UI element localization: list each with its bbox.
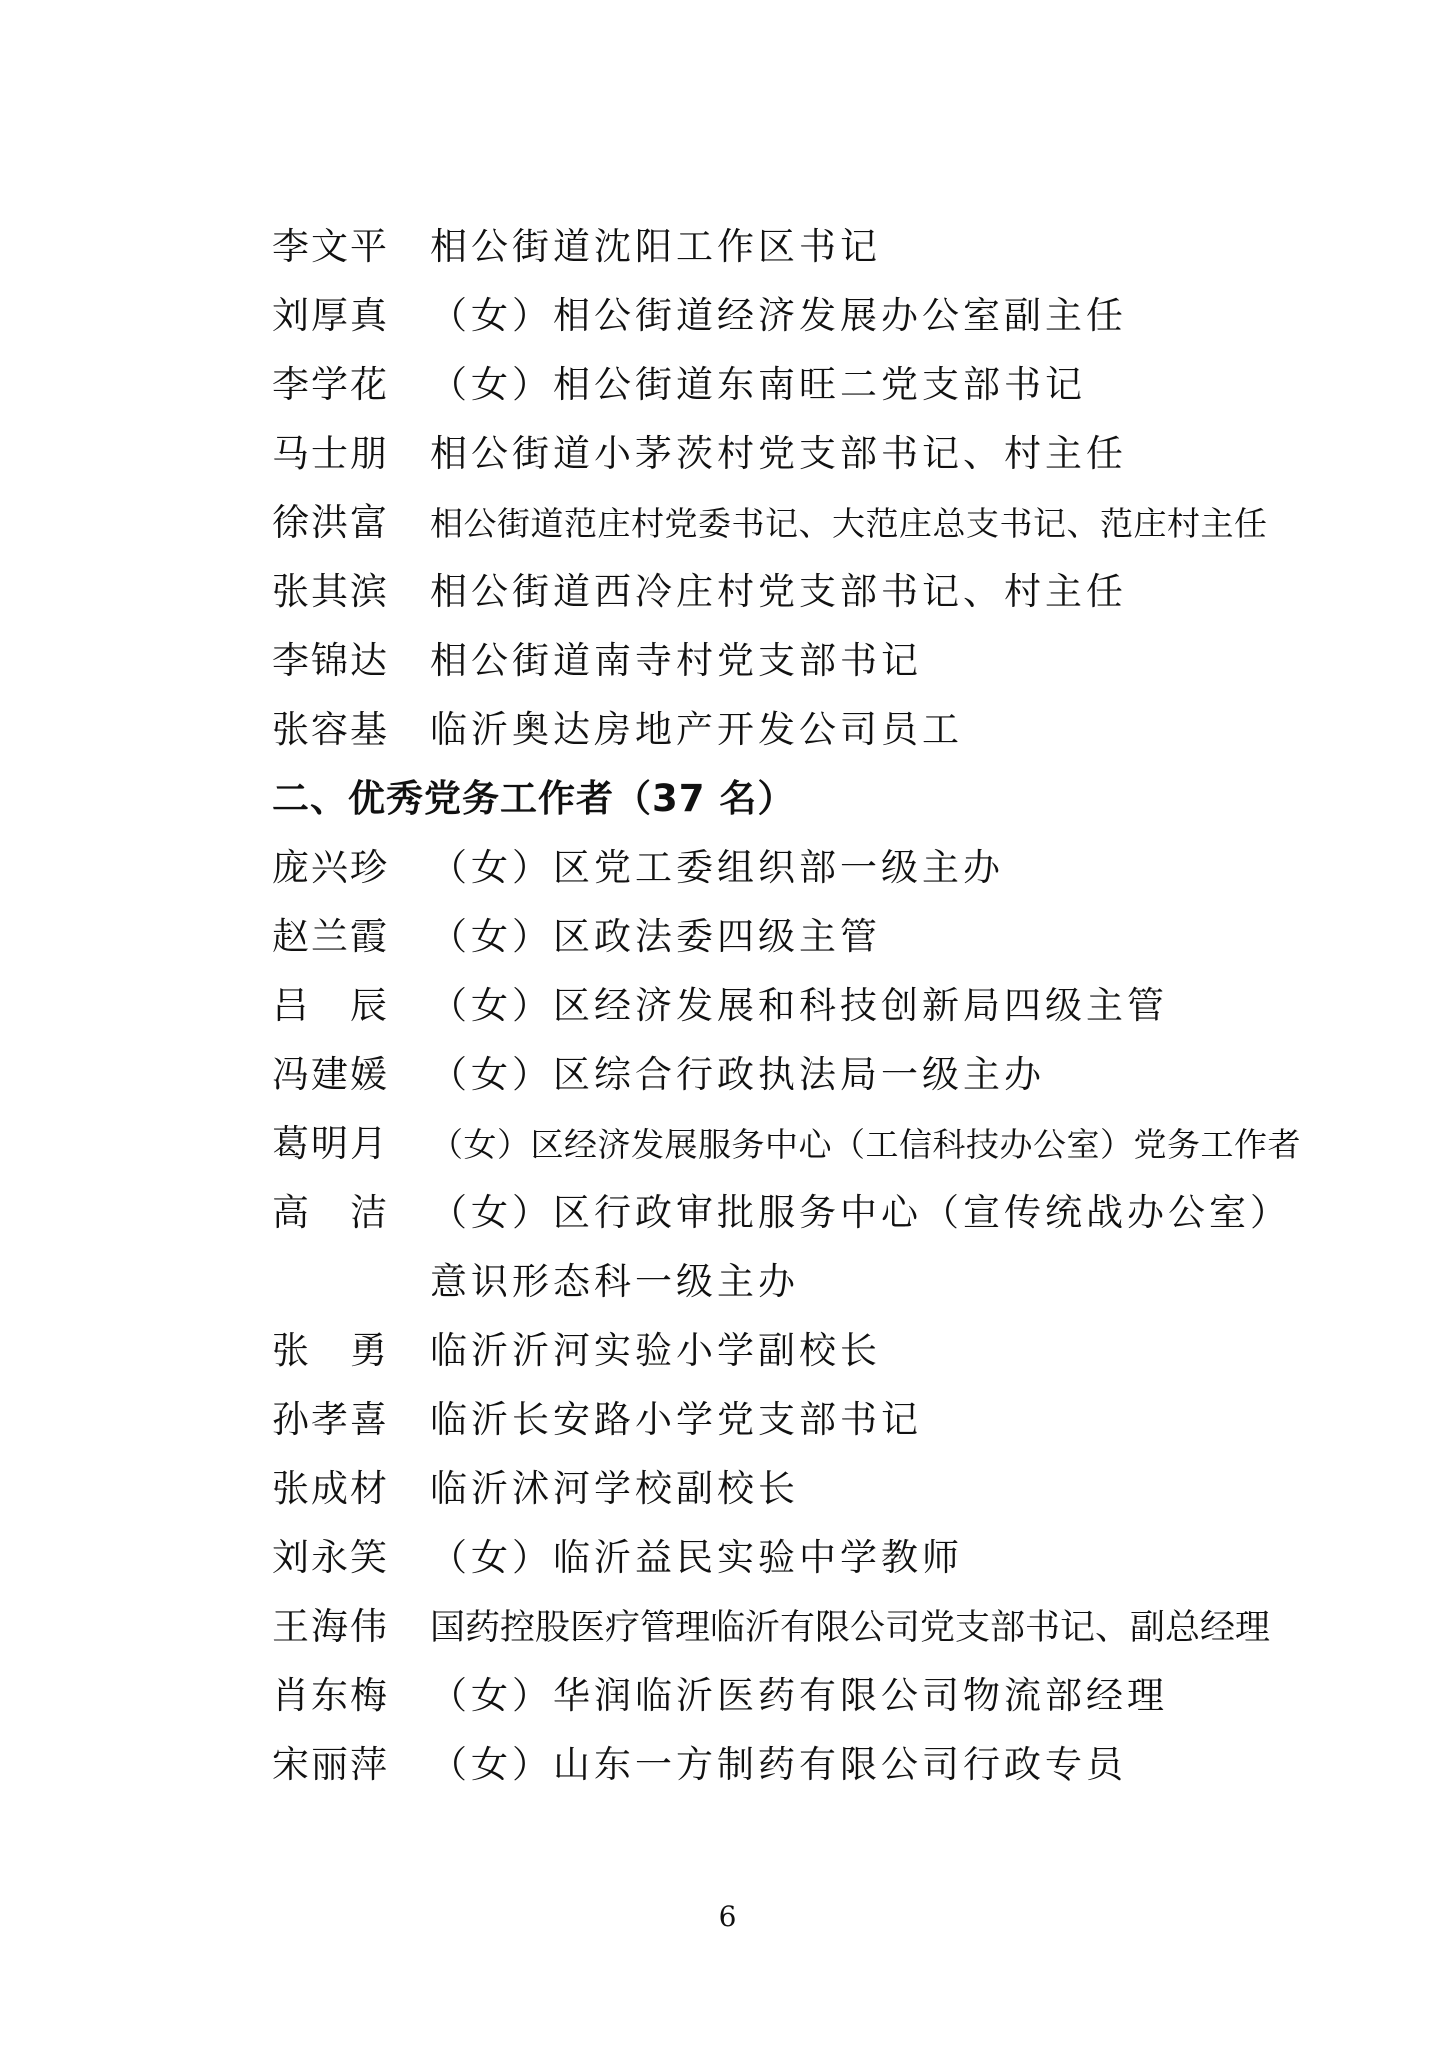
person-name: 张成材 bbox=[272, 1467, 389, 1510]
list-item bbox=[272, 216, 1392, 285]
list-item bbox=[272, 561, 1392, 630]
person-name: 马士朋 bbox=[272, 432, 389, 475]
list-item bbox=[272, 837, 1392, 906]
person-title: （女）华润临沂医药有限公司物流部经理 bbox=[430, 1674, 1168, 1717]
person-name: 刘永笑 bbox=[272, 1536, 389, 1579]
list-item bbox=[272, 354, 1392, 423]
person-title: （女）山东一方制药有限公司行政专员 bbox=[430, 1743, 1127, 1786]
list-item bbox=[272, 1596, 1392, 1665]
person-title: 相公街道西冷庄村党支部书记、村主任 bbox=[430, 570, 1127, 613]
list-item bbox=[272, 492, 1392, 561]
page-number: 6 bbox=[718, 1900, 737, 1933]
person-name: 张容基 bbox=[272, 708, 389, 751]
list-item bbox=[272, 1389, 1392, 1458]
person-name: 李学花 bbox=[272, 363, 389, 406]
person-name: 赵兰霞 bbox=[272, 915, 389, 958]
person-title: （女）区行政审批服务中心（宣传统战办公室） bbox=[430, 1191, 1291, 1234]
person-title: 临沂沭河学校副校长 bbox=[430, 1467, 799, 1510]
person-name: 葛明月 bbox=[272, 1122, 389, 1165]
person-name: 宋丽萍 bbox=[272, 1743, 389, 1786]
list-item bbox=[272, 1182, 1392, 1251]
person-title: 国药控股医疗管理临沂有限公司党支部书记、副总经理 bbox=[430, 1608, 1271, 1648]
list-item bbox=[272, 1044, 1392, 1113]
person-name: 徐洪富 bbox=[272, 501, 389, 544]
person-name: 肖东梅 bbox=[272, 1674, 389, 1717]
person-title: （女）相公街道经济发展办公室副主任 bbox=[430, 294, 1127, 337]
list-item bbox=[272, 1665, 1392, 1734]
person-name: 刘厚真 bbox=[272, 294, 389, 337]
person-title: 相公街道沈阳工作区书记 bbox=[430, 225, 881, 268]
person-title: 相公街道小茅茨村党支部书记、村主任 bbox=[430, 432, 1127, 475]
person-title: 相公街道南寺村党支部书记 bbox=[430, 639, 922, 682]
person-name: 王海伟 bbox=[272, 1605, 389, 1648]
person-title: （女）相公街道东南旺二党支部书记 bbox=[430, 363, 1086, 406]
honor-list bbox=[272, 216, 1392, 1803]
list-item bbox=[272, 1458, 1392, 1527]
person-name: 李锦达 bbox=[272, 639, 389, 682]
person-name: 张 勇 bbox=[272, 1329, 389, 1372]
list-item bbox=[272, 699, 1392, 768]
person-title: （女）区经济发展服务中心（工信科技办公室）党务工作者 bbox=[430, 1125, 1301, 1164]
list-item bbox=[272, 906, 1392, 975]
person-name: 吕 辰 bbox=[272, 984, 389, 1027]
person-title: 临沂沂河实验小学副校长 bbox=[430, 1329, 881, 1372]
person-name: 高 洁 bbox=[272, 1191, 389, 1234]
person-title-continued: 意识形态科一级主办 bbox=[430, 1260, 799, 1303]
list-item bbox=[272, 1320, 1392, 1389]
list-item bbox=[272, 423, 1392, 492]
person-title: 相公街道范庄村党委书记、大范庄总支书记、范庄村主任 bbox=[430, 504, 1268, 543]
person-name: 冯建媛 bbox=[272, 1053, 389, 1096]
list-item bbox=[272, 1527, 1392, 1596]
list-item-continuation bbox=[272, 1251, 1392, 1320]
person-name: 李文平 bbox=[272, 225, 389, 268]
person-name: 庞兴珍 bbox=[272, 846, 389, 889]
person-title: （女）区政法委四级主管 bbox=[430, 915, 881, 958]
list-item bbox=[272, 285, 1392, 354]
person-title: （女）区党工委组织部一级主办 bbox=[430, 846, 1004, 889]
section-heading: 二、优秀党务工作者（37 名） bbox=[272, 777, 796, 820]
person-title: （女）临沂益民实验中学教师 bbox=[430, 1536, 963, 1579]
person-title: （女）区经济发展和科技创新局四级主管 bbox=[430, 984, 1168, 1027]
person-title: 临沂奥达房地产开发公司员工 bbox=[430, 708, 963, 751]
person-name: 张其滨 bbox=[272, 570, 389, 613]
person-title: 临沂长安路小学党支部书记 bbox=[430, 1398, 922, 1441]
list-item bbox=[272, 1113, 1392, 1182]
list-item bbox=[272, 1734, 1392, 1803]
list-item bbox=[272, 975, 1392, 1044]
person-name: 孙孝喜 bbox=[272, 1398, 389, 1441]
person-title: （女）区综合行政执法局一级主办 bbox=[430, 1053, 1045, 1096]
list-item bbox=[272, 630, 1392, 699]
